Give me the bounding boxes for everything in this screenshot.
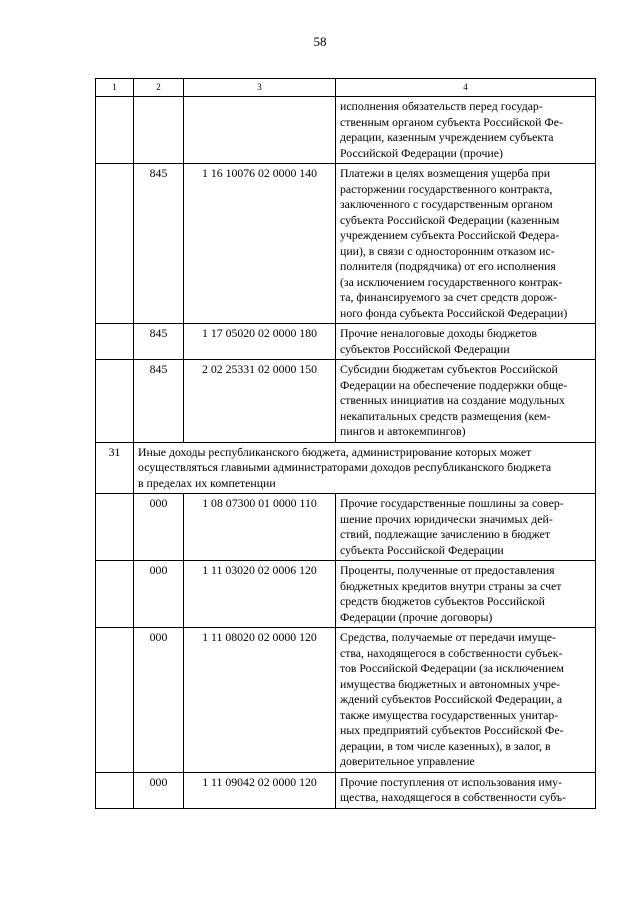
revenue-code-cell: 1 17 05020 02 0000 180 — [184, 324, 336, 360]
page-number: 58 — [313, 34, 327, 49]
description-line: (за исключением государственного контрак- — [340, 274, 563, 289]
column-header: 1 — [96, 79, 134, 97]
row-number-cell — [96, 772, 134, 808]
admin-code-cell: 000 — [134, 628, 184, 773]
description-line: дерации, казенным учреждением субъекта — [340, 130, 554, 144]
description-cell — [336, 324, 596, 360]
description-line: дерации, в том числе казенных), в залог, в — [340, 738, 551, 753]
section-title-line: в пределах их компетенции — [138, 475, 276, 490]
description-line: заключенного с государственным органом — [340, 197, 553, 211]
row-number-cell — [96, 628, 134, 773]
description-line: субъектов Российской Федерации — [340, 341, 510, 356]
admin-code-cell: 845 — [134, 360, 184, 443]
revenue-code-cell: 1 11 08020 02 0000 120 — [184, 628, 336, 773]
budget-codes-table — [95, 78, 596, 809]
row-number-cell — [96, 561, 134, 628]
table-row — [96, 97, 596, 164]
row-number-cell — [96, 97, 134, 164]
description-line: Прочие неналоговые доходы бюджетов — [340, 326, 537, 340]
description-line: ждений субъектов Российской Федерации, а — [340, 692, 563, 706]
revenue-code-cell: 1 16 10076 02 0000 140 — [184, 164, 336, 324]
description-line: учреждением субъекта Российской Федера- — [340, 228, 560, 242]
description-line: ственным органом субъекта Российской Фе- — [340, 114, 563, 129]
admin-code-cell: 845 — [134, 324, 184, 360]
section-title — [134, 442, 596, 494]
description-line: полнителя (подрядчика) от его исполнения — [340, 259, 556, 273]
description-line: исполнения обязательств перед государ- — [340, 99, 543, 113]
row-number-cell — [96, 494, 134, 561]
description-line: Федерации на обеспечение поддержки обще- — [340, 377, 568, 392]
table-row — [96, 772, 596, 808]
description-cell — [336, 164, 596, 324]
table-row — [96, 628, 596, 773]
section-title-line: осуществляться главными администраторами доходов республиканского бюджета — [138, 460, 552, 474]
description-line: та, финансируемого за счет средств дорож- — [340, 290, 558, 304]
description-line: Прочие государственные пошлины за совер- — [340, 496, 564, 510]
description-cell — [336, 97, 596, 164]
table-row — [96, 164, 596, 324]
description-line: ствий, подлежащие зачислению в бюджет — [340, 527, 550, 541]
description-line: Платежи в целях возмещения ущерба при — [340, 166, 551, 180]
description-line: некапитальных средств размещения (кем- — [340, 408, 551, 423]
table-row — [96, 561, 596, 628]
description-line: средств бюджетов субъектов Российской — [340, 594, 545, 608]
table-row — [96, 360, 596, 443]
revenue-code-cell — [184, 97, 336, 164]
admin-code-cell — [134, 97, 184, 164]
description-line: ного фонда субъекта Российской Федерации) — [340, 305, 568, 320]
description-line: Субсидии бюджетам субъектов Российской — [340, 362, 558, 376]
description-line: субъекта Российской Федерации (казенным — [340, 212, 560, 227]
admin-code-cell: 000 — [134, 494, 184, 561]
description-line: доверительное управление — [340, 754, 475, 768]
admin-code-cell: 845 — [134, 164, 184, 324]
description-cell — [336, 360, 596, 443]
description-line: тов Российской Федерации (за исключением — [340, 661, 564, 675]
column-header: 4 — [336, 79, 596, 97]
description-line: Средства, получаемые от передачи имуще- — [340, 630, 556, 644]
description-line: пингов и автокемпингов) — [340, 424, 466, 438]
description-line: ства, находящегося в собственности субъек- — [340, 645, 563, 660]
row-number-cell — [96, 360, 134, 443]
description-line: также имущества государственных унитар- — [340, 707, 559, 722]
row-number-cell — [96, 164, 134, 324]
column-header: 2 — [134, 79, 184, 97]
description-line: шение прочих юридически значимых дей- — [340, 511, 553, 526]
table-row — [96, 324, 596, 360]
section-row — [96, 442, 596, 494]
description-line: ственных инициатив на создание модульных — [340, 393, 565, 407]
description-line: расторжении государственного контракта, — [340, 181, 553, 196]
description-line: Российской Федерации (прочие) — [340, 145, 503, 160]
table-header-row — [96, 79, 596, 97]
admin-code-cell: 000 — [134, 561, 184, 628]
revenue-code-cell: 1 11 09042 02 0000 120 — [184, 772, 336, 808]
description-line: Федерации (прочие договоры) — [340, 609, 493, 624]
description-cell — [336, 494, 596, 561]
description-line: щества, находящегося в собственности субъ- — [340, 790, 567, 804]
description-line: Прочие поступления от использования иму- — [340, 774, 562, 789]
revenue-code-cell: 2 02 25331 02 0000 150 — [184, 360, 336, 443]
description-line: ции), в связи с односторонним отказом ис- — [340, 243, 555, 258]
description-cell — [336, 772, 596, 808]
description-line: бюджетных кредитов внутри страны за счет — [340, 578, 562, 593]
admin-code-cell: 000 — [134, 772, 184, 808]
description-line: субъекта Российской Федерации — [340, 542, 504, 557]
column-header: 3 — [184, 79, 336, 97]
description-line: ных предприятий субъектов Российской Фе- — [340, 723, 564, 737]
revenue-code-cell: 1 08 07300 01 0000 110 — [184, 494, 336, 561]
revenue-code-cell: 1 11 03020 02 0006 120 — [184, 561, 336, 628]
section-number: 31 — [96, 442, 134, 494]
description-line: имущества бюджетных и автономных учре- — [340, 676, 561, 691]
row-number-cell — [96, 324, 134, 360]
description-cell — [336, 628, 596, 773]
description-line: Проценты, полученные от предоставления — [340, 563, 555, 577]
section-title-line: Иные доходы республиканского бюджета, администрирование которых может — [138, 444, 532, 459]
table-row — [96, 494, 596, 561]
description-cell — [336, 561, 596, 628]
